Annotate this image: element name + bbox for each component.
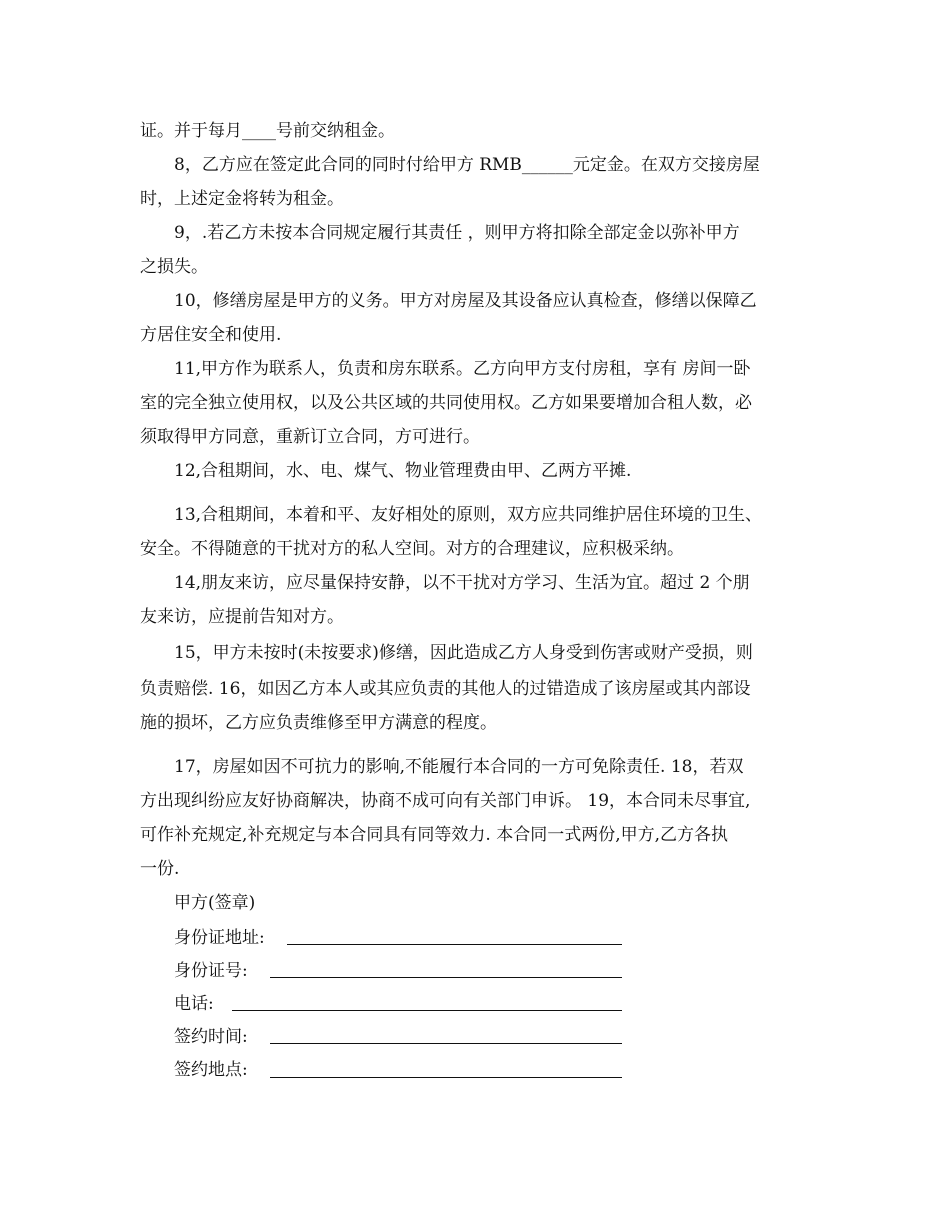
- text-line: 时，上述定金将转为租金。: [140, 189, 344, 209]
- text-line: 须取得甲方同意，重新订立合同，方可进行。: [140, 427, 480, 447]
- text-line: 11,甲方作为联系人，负责和房东联系。乙方向甲方支付房租，享有 房间一卧: [174, 359, 751, 379]
- sign-time-label: 签约时间:: [174, 1027, 248, 1047]
- text-line: 可作补充规定,补充规定与本合同具有同等效力. 本合同一式两份,甲方,乙方各执: [140, 825, 729, 845]
- text-line: 13,合租期间，本着和平、友好相处的原则，双方应共同维护居住环境的卫生、: [174, 505, 763, 525]
- text-line: 室的完全独立使用权，以及公共区域的共同使用权。乙方如果要增加合租人数，必: [140, 393, 752, 413]
- sign-place-label: 签约地点:: [174, 1060, 248, 1080]
- phone-label: 电话:: [174, 994, 214, 1014]
- text-line: 友来访，应提前告知对方。: [140, 607, 344, 627]
- text-line: 负责赔偿. 16，如因乙方本人或其应负责的其他人的过错造成了该房屋或其内部设: [140, 679, 751, 699]
- text-line: 10，修缮房屋是甲方的义务。甲方对房屋及其设备应认真检查，修缮以保障乙: [174, 291, 757, 311]
- text-line: 方出现纠纷应友好协商解决，协商不成可向有关部门申诉。 19，本合同未尽事宜,: [140, 791, 751, 811]
- text-line: 方居住安全和使用.: [140, 325, 282, 345]
- text-line: 14,朋友来访，应尽量保持安静，以不干扰对方学习、生活为宜。超过 2 个朋: [174, 573, 750, 593]
- id-address-label: 身份证地址:: [174, 928, 265, 948]
- id-number-field[interactable]: [270, 977, 622, 978]
- text-line: 证。并于每月____号前交纳租金。: [140, 121, 395, 141]
- text-line: 12,合租期间，水、电、煤气、物业管理费由甲、乙两方平摊.: [174, 461, 632, 481]
- text-line: 安全。不得随意的干扰对方的私人空间。对方的合理建议，应积极采纳。: [140, 539, 684, 559]
- sign-place-field[interactable]: [270, 1077, 622, 1078]
- text-line: 9，.若乙方未按本合同规定履行其责任 ，则甲方将扣除全部定金以弥补甲方: [174, 223, 740, 243]
- text-line: 一份.: [140, 859, 180, 879]
- phone-field[interactable]: [232, 1010, 622, 1011]
- text-line: 8，乙方应在签定此合同的同时付给甲方 RMB______元定金。在双方交接房屋: [174, 155, 760, 175]
- text-line: 17，房屋如因不可抗力的影响,不能履行本合同的一方可免除责任. 18，若双: [174, 757, 744, 777]
- text-line: 之损失。: [140, 257, 208, 277]
- text-line: 15，甲方未按时(未按要求)修缮，因此造成乙方人身受到伤害或财产受损，则: [174, 643, 753, 663]
- sign-time-field[interactable]: [270, 1043, 622, 1044]
- party-a-signature-label: 甲方(签章): [174, 893, 256, 913]
- id-number-label: 身份证号:: [174, 961, 248, 981]
- text-line: 施的损坏，乙方应负责维修至甲方满意的程度。: [140, 713, 497, 733]
- id-address-field[interactable]: [287, 944, 622, 945]
